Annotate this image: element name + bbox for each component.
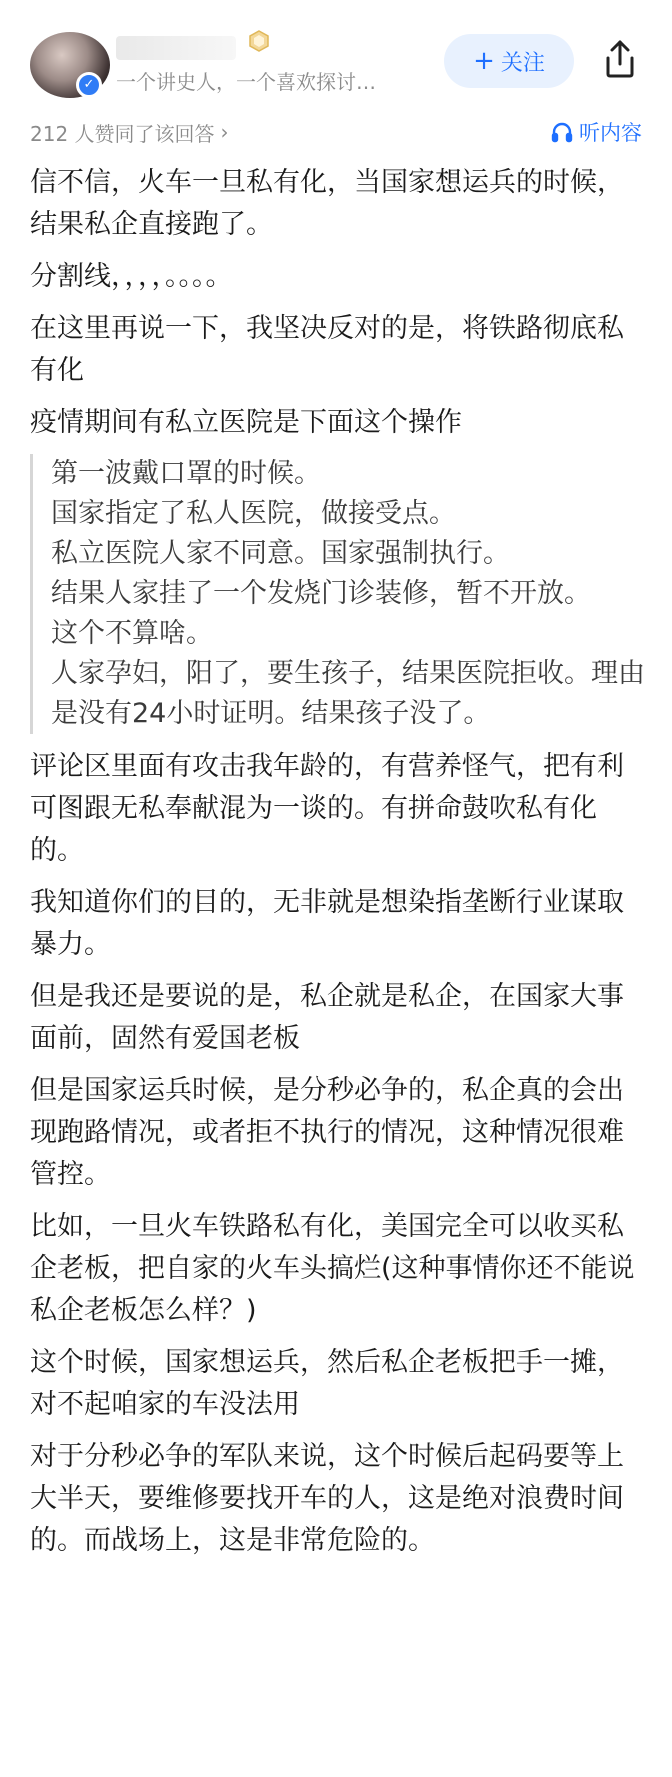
quote-line: 第一波戴口罩的时候。	[51, 458, 321, 489]
plus-icon: +	[473, 46, 495, 76]
paragraph: 疫情期间有私立医院是下面这个操作	[30, 407, 462, 438]
author-bio[interactable]: 一个讲史人，一个喜欢探讨…	[116, 70, 376, 94]
quote-line: 国家指定了私人医院，做接受点。	[51, 498, 456, 529]
paragraph: 比如，一旦火车铁路私有化，美国完全可以收买私企老板，把自家的火车头搞烂(这种事情你还不能说私企老板怎么样？)	[30, 1211, 635, 1326]
meta-row	[30, 114, 642, 150]
likes-text: 212 人赞同了该回答	[30, 121, 215, 146]
paragraph: 对于分秒必争的军队来说，这个时候后起码要等上大半天，要维修要找开车的人，这是绝对浪费时间的。而战场上，这是非常危险的。	[30, 1441, 624, 1556]
chevron-right-icon: ›	[220, 120, 229, 144]
listen-label: 听内容	[579, 121, 642, 145]
paragraph: 在这里再说一下，我坚决反对的是，将铁路彻底私有化	[30, 313, 624, 386]
paragraph: 但是国家运兵时候，是分秒必争的，私企真的会出现跑路情况，或者拒不执行的情况，这种情况很难管控。	[30, 1075, 624, 1190]
quote-line: 这个不算啥。	[51, 618, 213, 649]
listen-button[interactable]	[551, 117, 642, 147]
author-name-blurred[interactable]	[116, 36, 236, 60]
answer-body	[30, 162, 646, 1572]
answer-header	[0, 0, 672, 118]
gold-medal-icon	[248, 30, 270, 52]
paragraph: 但是我还是要说的是，私企就是私企，在国家大事面前，固然有爱国老板	[30, 981, 624, 1054]
share-icon[interactable]	[600, 38, 640, 80]
blockquote	[30, 454, 646, 734]
quote-line: 人家孕妇，阳了，要生孩子，结果医院拒收。理由是没有24小时证明。结果孩子没了。	[51, 658, 645, 729]
headphones-icon	[551, 121, 573, 143]
paragraph: 信不信，火车一旦私有化，当国家想运兵的时候，结果私企直接跑了。	[30, 167, 624, 240]
verified-icon: ✓	[76, 72, 102, 98]
likes-summary[interactable]	[30, 118, 229, 147]
quote-line: 私立医院人家不同意。国家强制执行。	[51, 538, 510, 569]
follow-button[interactable]	[444, 34, 574, 88]
quote-line: 结果人家挂了一个发烧门诊装修，暂不开放。	[51, 578, 591, 609]
paragraph: 评论区里面有攻击我年龄的，有营养怪气，把有利可图跟无私奉献混为一谈的。有拼命鼓吹私有化的。	[30, 751, 624, 866]
paragraph: 分割线，，，，。。。。	[30, 261, 233, 292]
paragraph: 这个时候，国家想运兵，然后私企老板把手一摊，对不起咱家的车没法用	[30, 1347, 624, 1420]
follow-label: 关注	[500, 50, 545, 76]
paragraph: 我知道你们的目的，无非就是想染指垄断行业谋取暴力。	[30, 887, 624, 960]
